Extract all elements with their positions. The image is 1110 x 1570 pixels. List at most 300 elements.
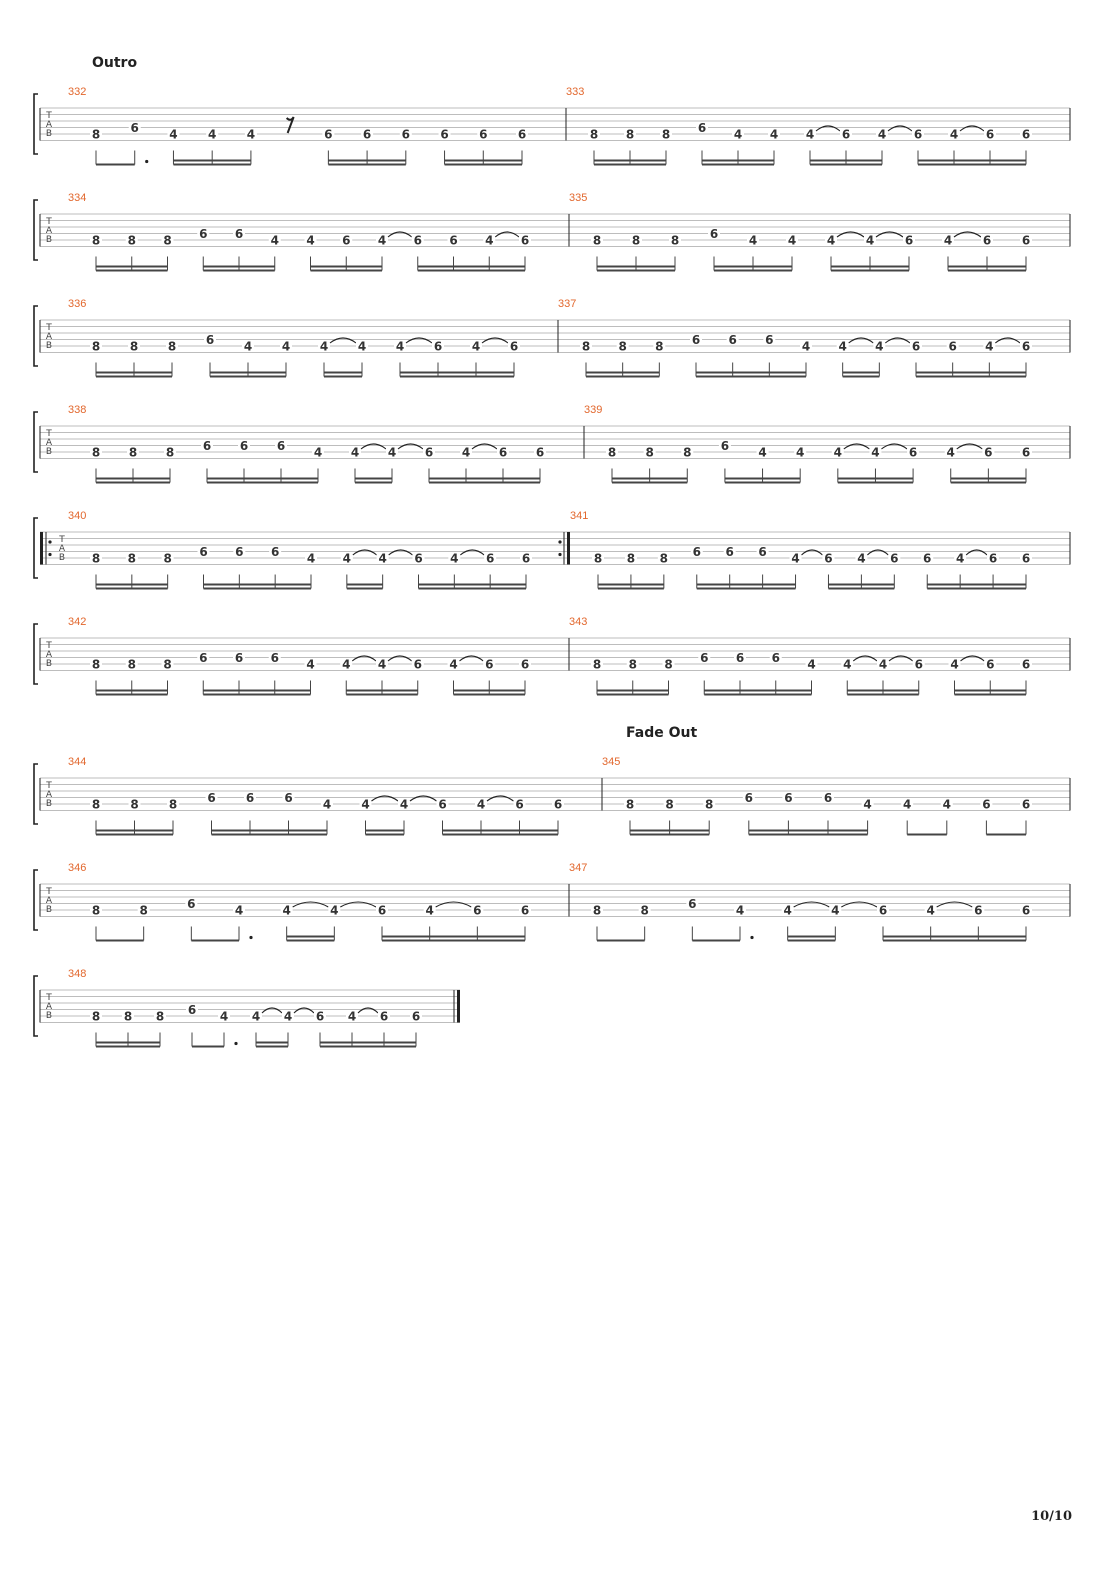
fret-number: 8 xyxy=(625,127,635,142)
beam xyxy=(204,588,312,590)
beam xyxy=(382,936,525,938)
fret-number: 6 xyxy=(270,651,279,665)
fret-number: 8 xyxy=(91,657,101,672)
fret-number: 4 xyxy=(838,339,847,354)
tab-clef-letter: B xyxy=(45,799,53,809)
beam xyxy=(320,1042,416,1044)
fret-number: 4 xyxy=(485,233,494,248)
fret-number: 6 xyxy=(411,1009,421,1024)
fret-number: 6 xyxy=(982,233,992,248)
measure-number: 345 xyxy=(602,756,621,768)
fret-number: 4 xyxy=(878,657,888,672)
fret-number: 8 xyxy=(91,903,101,918)
fret-number: 8 xyxy=(163,657,172,672)
beam xyxy=(400,376,514,378)
tab-clef-letter: B xyxy=(58,553,66,563)
beam xyxy=(96,270,168,272)
tab-clef-letter: A xyxy=(58,544,66,554)
system-brace xyxy=(34,624,38,684)
fret-number: 6 xyxy=(284,791,293,805)
fret-number: 6 xyxy=(985,127,995,142)
system-brace xyxy=(34,518,38,578)
beam xyxy=(347,588,383,590)
beam xyxy=(831,266,909,268)
fret-number: 4 xyxy=(949,127,959,142)
fret-number: 6 xyxy=(911,339,921,354)
tie xyxy=(358,1008,378,1013)
beam xyxy=(324,372,362,374)
fret-number: 4 xyxy=(903,797,912,812)
beam xyxy=(883,936,1026,938)
beam xyxy=(96,588,168,590)
tie xyxy=(844,444,870,449)
beam xyxy=(697,588,796,590)
system-brace xyxy=(34,976,38,1036)
fret-number: 6 xyxy=(379,1009,389,1024)
beam xyxy=(847,694,919,696)
beam xyxy=(311,270,383,272)
fret-number: 4 xyxy=(805,127,815,142)
beam xyxy=(927,584,1026,586)
measure-number: 346 xyxy=(68,862,87,874)
beam xyxy=(714,266,792,268)
fret-number: 4 xyxy=(234,903,244,918)
fret-number: 6 xyxy=(207,791,216,805)
system-brace xyxy=(34,94,38,154)
tie xyxy=(262,1008,282,1013)
tie xyxy=(495,232,519,237)
fret-number: 6 xyxy=(988,551,998,566)
beam xyxy=(210,372,286,374)
beam xyxy=(192,1046,224,1048)
beam xyxy=(203,270,275,272)
fret-number: 4 xyxy=(357,339,367,354)
beam xyxy=(927,588,1026,590)
fret-number: 6 xyxy=(401,127,410,142)
fret-number: 8 xyxy=(91,445,101,460)
beam xyxy=(586,372,659,374)
fret-number: 8 xyxy=(91,339,101,354)
fret-number: 4 xyxy=(769,127,779,142)
tab-clef-letter: A xyxy=(45,120,53,130)
fret-number: 4 xyxy=(399,797,409,812)
fret-number: 4 xyxy=(330,903,339,918)
beam xyxy=(173,160,250,162)
fret-number: 6 xyxy=(904,233,914,248)
fret-number: 4 xyxy=(955,551,965,566)
beam xyxy=(418,270,525,272)
tab-clef-letter: A xyxy=(45,650,53,660)
fret-number: 6 xyxy=(199,227,208,241)
system-brace xyxy=(34,764,38,824)
fret-number: 4 xyxy=(943,233,953,248)
tab-clef-letter: B xyxy=(45,905,53,915)
tab-clef-letter: T xyxy=(46,887,52,897)
beam xyxy=(696,372,806,374)
fret-number: 6 xyxy=(413,233,422,248)
beam xyxy=(918,160,1026,162)
tab-clef-letter: B xyxy=(45,1011,53,1021)
beam xyxy=(907,834,947,836)
fret-number: 4 xyxy=(826,233,836,248)
tie xyxy=(330,338,356,343)
tie xyxy=(372,796,399,801)
fret-number: 4 xyxy=(985,339,994,354)
fret-number: 6 xyxy=(509,339,519,354)
beam xyxy=(203,694,310,696)
fret-number: 8 xyxy=(592,657,602,672)
fret-number: 4 xyxy=(857,551,866,566)
beam xyxy=(725,482,800,484)
tie xyxy=(937,902,973,907)
tab-system xyxy=(34,862,1070,942)
fret-number: 6 xyxy=(823,791,833,805)
tie xyxy=(816,126,840,131)
measure-number: 339 xyxy=(584,404,603,416)
measure-number: 332 xyxy=(68,86,87,98)
tie xyxy=(472,444,497,449)
section-title: Fade Out xyxy=(626,725,698,741)
beam xyxy=(311,266,383,268)
fret-number: 6 xyxy=(414,551,423,566)
fret-number: 4 xyxy=(350,445,360,460)
tie xyxy=(293,902,329,907)
fret-number: 8 xyxy=(670,233,680,248)
fret-number: 6 xyxy=(234,227,244,241)
fret-number: 4 xyxy=(283,1009,293,1024)
tie xyxy=(881,444,907,449)
beam xyxy=(597,270,675,272)
tab-clef-letter: A xyxy=(45,1002,53,1012)
measure-number: 347 xyxy=(569,862,588,874)
fret-number: 6 xyxy=(841,127,851,142)
tie xyxy=(954,232,981,237)
beam xyxy=(749,834,868,836)
beam xyxy=(810,160,882,162)
fret-number: 4 xyxy=(461,445,471,460)
beam xyxy=(173,164,250,166)
fret-number: 8 xyxy=(664,657,673,672)
beam xyxy=(598,588,664,590)
beam xyxy=(212,834,328,836)
fret-number: 8 xyxy=(683,445,692,460)
fret-number: 6 xyxy=(784,791,793,805)
beam xyxy=(951,478,1026,480)
beam xyxy=(696,376,806,378)
page-number: 10/10 xyxy=(1031,1509,1072,1524)
beam xyxy=(597,694,669,696)
tie xyxy=(841,902,877,907)
tie xyxy=(294,1008,314,1013)
fret-number: 8 xyxy=(625,797,635,812)
fret-number: 4 xyxy=(377,233,387,248)
measure-number: 343 xyxy=(569,616,588,628)
fret-number: 8 xyxy=(589,127,599,142)
beam xyxy=(346,694,418,696)
fret-number: 6 xyxy=(744,791,753,805)
repeat-dot xyxy=(558,553,561,556)
fret-number: 4 xyxy=(313,445,323,460)
beam xyxy=(443,834,559,836)
measure-number: 336 xyxy=(68,298,87,310)
fret-number: 6 xyxy=(700,651,709,665)
fret-number: 4 xyxy=(748,233,758,248)
fret-number: 6 xyxy=(878,903,888,918)
fret-number: 8 xyxy=(127,657,136,672)
dotted-note xyxy=(249,936,252,939)
tab-system xyxy=(34,298,1070,378)
tab-clef-letter: T xyxy=(46,217,52,227)
fret-number: 4 xyxy=(946,445,955,460)
tab-clef-letter: T xyxy=(46,641,52,651)
beam xyxy=(883,940,1026,942)
tie xyxy=(961,656,985,661)
fret-number: 6 xyxy=(202,439,212,453)
beam xyxy=(419,584,527,586)
beam xyxy=(454,690,526,692)
beam xyxy=(948,270,1026,272)
tab-system xyxy=(34,510,1070,590)
fret-number: 4 xyxy=(306,657,315,672)
fret-number: 4 xyxy=(169,127,178,142)
tab-clef-letter: A xyxy=(45,226,53,236)
measure-number: 334 xyxy=(68,192,87,204)
beam xyxy=(955,690,1027,692)
fret-number: 4 xyxy=(863,797,872,812)
tie xyxy=(410,796,437,801)
tie xyxy=(436,902,472,907)
fret-number: 8 xyxy=(607,445,617,460)
tab-system xyxy=(34,725,1070,836)
tab-clef-letter: B xyxy=(45,341,53,351)
fret-number: 4 xyxy=(342,657,351,672)
fret-number: 8 xyxy=(163,233,172,248)
fret-number: 4 xyxy=(733,127,743,142)
fret-number: 6 xyxy=(520,903,530,918)
fret-number: 4 xyxy=(758,445,767,460)
beam xyxy=(96,584,168,586)
fret-number: 6 xyxy=(1021,903,1031,918)
fret-number: 6 xyxy=(535,445,545,460)
fret-number: 8 xyxy=(129,339,139,354)
fret-number: 6 xyxy=(517,127,527,142)
tab-clef-letter: B xyxy=(45,447,53,457)
section-title: Outro xyxy=(92,55,138,71)
fret-number: 6 xyxy=(234,651,244,665)
tab-clef-letter: A xyxy=(45,438,53,448)
beam xyxy=(366,834,405,836)
beam xyxy=(96,164,135,166)
fret-number: 6 xyxy=(498,445,508,460)
tie xyxy=(837,232,864,237)
fret-number: 6 xyxy=(709,227,719,241)
tie xyxy=(849,338,874,343)
beam xyxy=(828,584,894,586)
measure-number: 341 xyxy=(570,510,589,522)
fret-number: 4 xyxy=(831,903,840,918)
fret-number: 8 xyxy=(127,233,136,248)
tab-system xyxy=(34,55,1070,166)
beam xyxy=(96,478,170,480)
tie xyxy=(389,550,413,555)
beam xyxy=(843,372,880,374)
tie xyxy=(340,902,376,907)
tab-clef-letter: B xyxy=(45,129,53,139)
final-barline xyxy=(457,990,460,1023)
fret-number: 4 xyxy=(251,1009,261,1024)
fret-number: 4 xyxy=(282,903,291,918)
dotted-note xyxy=(234,1042,237,1045)
beam xyxy=(704,694,811,696)
tab-clef-letter: T xyxy=(46,323,52,333)
tie xyxy=(398,444,423,449)
fret-number: 4 xyxy=(246,127,256,142)
fret-number: 6 xyxy=(199,651,208,665)
tie xyxy=(876,232,903,237)
fret-number: 6 xyxy=(245,791,255,805)
fret-number: 6 xyxy=(948,339,957,354)
fret-number: 4 xyxy=(807,657,816,672)
fret-number: 8 xyxy=(130,797,139,812)
tie xyxy=(460,656,484,661)
fret-number: 8 xyxy=(592,903,602,918)
fret-number: 8 xyxy=(581,339,591,354)
tie xyxy=(388,656,412,661)
beam xyxy=(612,478,687,480)
fret-number: 6 xyxy=(914,657,923,672)
fret-number: 8 xyxy=(592,233,602,248)
fret-number: 6 xyxy=(485,551,495,566)
beam xyxy=(96,266,168,268)
beam xyxy=(810,164,882,166)
fret-number: 6 xyxy=(824,551,833,566)
beam xyxy=(400,372,514,374)
repeat-start-barline xyxy=(40,532,43,565)
fret-number: 8 xyxy=(593,551,603,566)
beam xyxy=(96,1046,160,1048)
tie xyxy=(889,656,913,661)
beam xyxy=(918,164,1026,166)
fret-number: 8 xyxy=(631,233,641,248)
beam xyxy=(429,482,540,484)
beam xyxy=(419,588,527,590)
fret-number: 6 xyxy=(1021,339,1031,354)
fret-number: 6 xyxy=(424,445,434,460)
beam xyxy=(256,1046,288,1048)
beam xyxy=(287,936,335,938)
fret-number: 6 xyxy=(908,445,918,460)
fret-number: 8 xyxy=(155,1009,165,1024)
beam xyxy=(347,584,383,586)
fret-number: 4 xyxy=(801,339,811,354)
beam xyxy=(287,940,335,942)
beam xyxy=(838,482,913,484)
beam xyxy=(986,834,1026,836)
tie xyxy=(885,338,910,343)
fret-number: 4 xyxy=(342,551,352,566)
measure-number: 344 xyxy=(68,756,87,768)
beam xyxy=(594,160,666,162)
fret-number: 4 xyxy=(449,657,458,672)
beam xyxy=(443,830,559,832)
fret-number: 6 xyxy=(473,903,482,918)
fret-number: 6 xyxy=(728,333,737,347)
fret-number: 6 xyxy=(270,545,280,559)
fret-number: 4 xyxy=(219,1009,229,1024)
tie xyxy=(353,550,377,555)
beam xyxy=(96,1042,160,1044)
fret-number: 8 xyxy=(659,551,669,566)
fret-number: 4 xyxy=(361,797,370,812)
fret-number: 4 xyxy=(942,797,951,812)
fret-number: 4 xyxy=(270,233,279,248)
tie xyxy=(482,338,508,343)
fret-number: 8 xyxy=(655,339,664,354)
tab-system xyxy=(34,404,1070,484)
fret-number: 8 xyxy=(665,797,674,812)
fret-number: 6 xyxy=(913,127,923,142)
fret-number: 6 xyxy=(276,439,286,453)
beam xyxy=(212,830,328,832)
fret-number: 4 xyxy=(877,127,887,142)
tab-clef-letter: A xyxy=(45,790,53,800)
fret-number: 6 xyxy=(1021,233,1031,248)
fret-number: 8 xyxy=(705,797,714,812)
fret-number: 6 xyxy=(1021,445,1031,460)
fret-number: 6 xyxy=(520,657,530,672)
measure-number: 340 xyxy=(68,510,87,522)
beam xyxy=(697,584,796,586)
fret-number: 4 xyxy=(243,339,253,354)
beam xyxy=(207,482,318,484)
beam xyxy=(366,830,405,832)
repeat-dot xyxy=(48,540,51,543)
fret-number: 8 xyxy=(618,339,627,354)
fret-number: 6 xyxy=(1021,797,1031,812)
fret-number: 8 xyxy=(91,233,101,248)
fret-number: 8 xyxy=(165,445,175,460)
fret-number: 4 xyxy=(347,1009,357,1024)
beam xyxy=(445,164,522,166)
beam xyxy=(598,584,664,586)
beam xyxy=(597,266,675,268)
dotted-note xyxy=(145,160,148,163)
beam xyxy=(429,478,540,480)
beam xyxy=(96,376,172,378)
sixteenth-rest xyxy=(287,117,294,133)
fret-number: 4 xyxy=(796,445,805,460)
fret-number: 4 xyxy=(322,797,332,812)
fret-number: 6 xyxy=(697,121,707,135)
fret-number: 6 xyxy=(433,339,443,354)
beam xyxy=(191,940,239,942)
beam xyxy=(630,830,709,832)
beam xyxy=(838,478,913,480)
measure-number: 337 xyxy=(558,298,577,310)
fret-number: 6 xyxy=(324,127,333,142)
fret-number: 4 xyxy=(306,233,315,248)
fret-number: 6 xyxy=(982,797,991,812)
beam xyxy=(597,690,669,692)
fret-number: 6 xyxy=(130,121,139,135)
measure-number: 333 xyxy=(566,86,585,98)
fret-number: 6 xyxy=(239,439,249,453)
fret-number: 8 xyxy=(91,551,101,566)
dotted-note xyxy=(750,936,753,939)
tie xyxy=(957,444,983,449)
fret-number: 8 xyxy=(626,551,636,566)
beam xyxy=(788,940,836,942)
